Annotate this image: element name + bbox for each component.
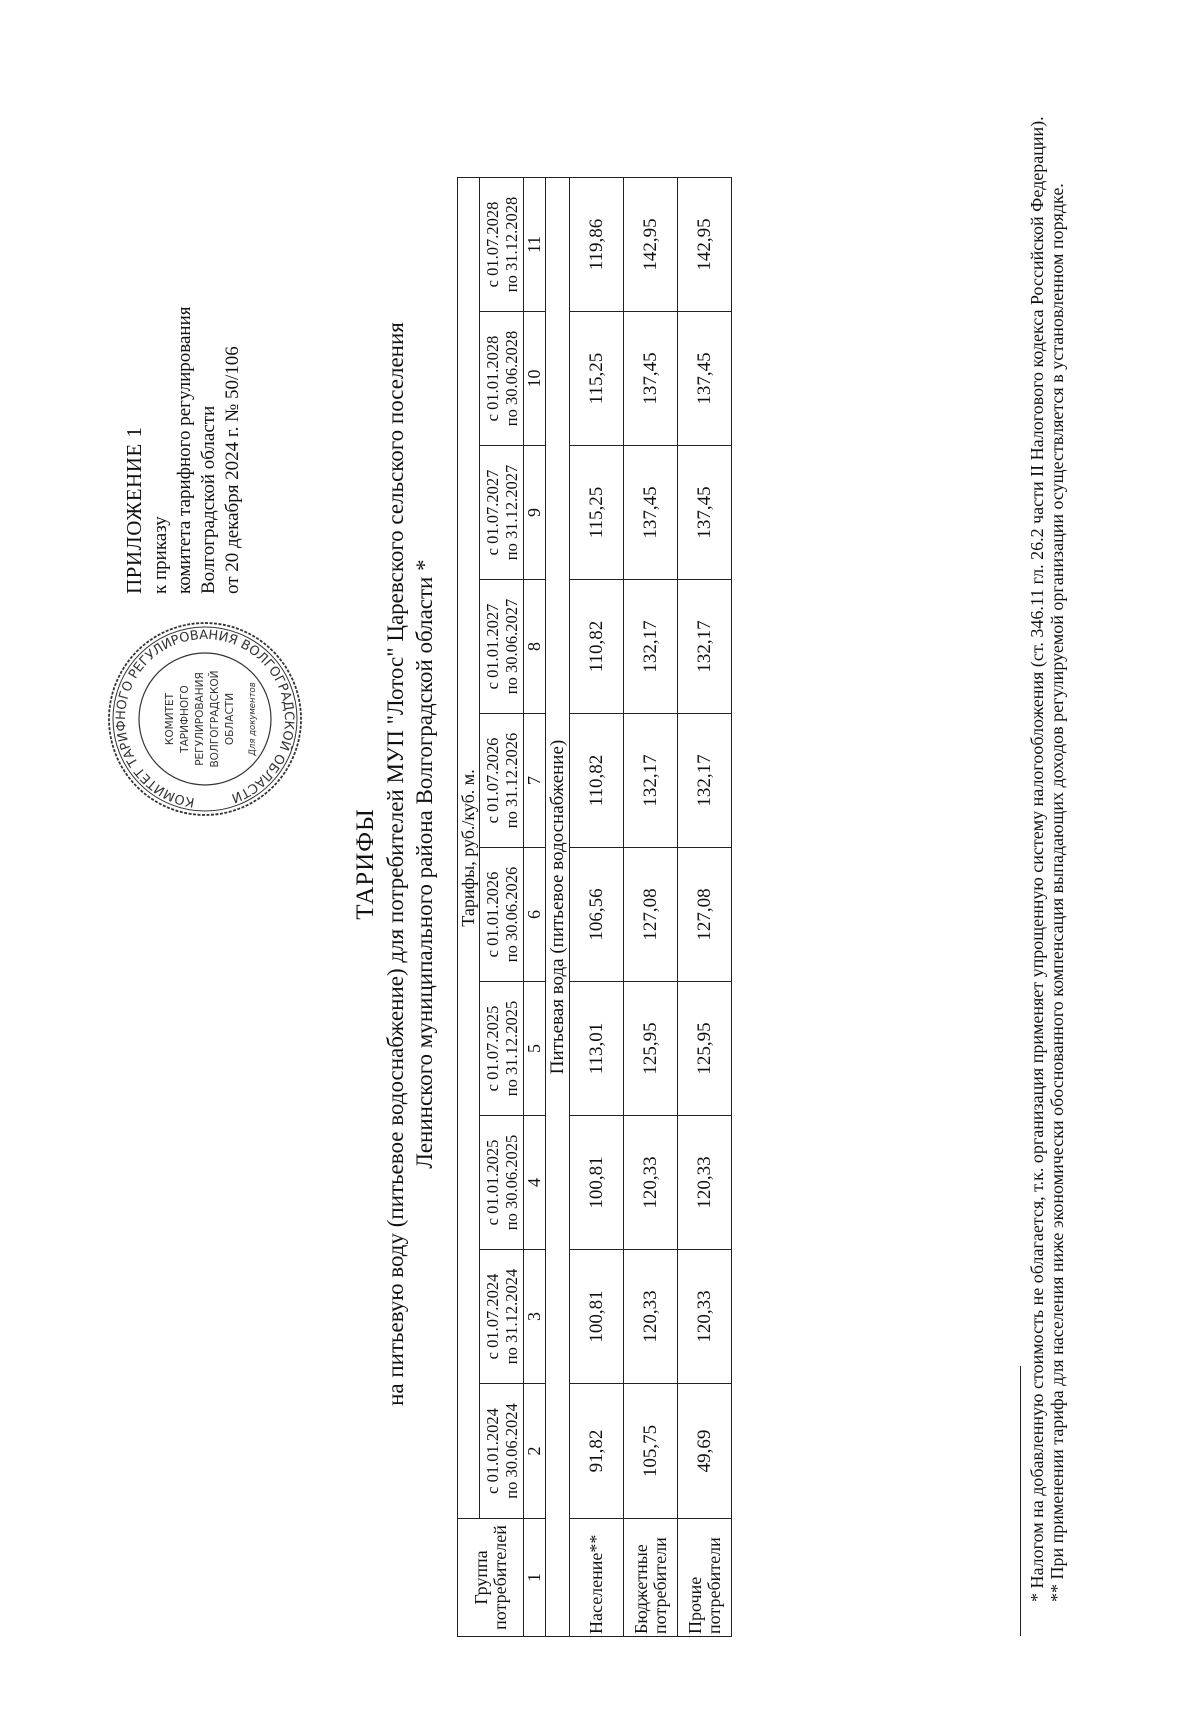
table-row (678, 178, 732, 1637)
group-name: Бюджетные потребители (624, 1519, 678, 1637)
tariff-value: 105,75 (624, 1384, 678, 1519)
appendix-block (122, 154, 245, 594)
period-cell: с 01.01.2027 по 30.06.2027 (480, 580, 524, 714)
appendix-date-line: от 20 декабря 2024 г. № 50/106 (222, 346, 243, 594)
tariff-value: 115,25 (570, 446, 624, 580)
column-number: 1 (524, 1519, 546, 1637)
tariff-value: 137,45 (624, 446, 678, 580)
tariff-value: 132,17 (678, 714, 732, 848)
stamp-inner-line: ВОЛГОГРАДСКОЙ (209, 670, 221, 768)
group-name: Прочие потребители (678, 1519, 732, 1637)
column-number: 7 (524, 714, 546, 848)
tariff-value: 49,69 (678, 1384, 732, 1519)
period-cell: с 01.07.2027 по 31.12.2027 (480, 446, 524, 580)
tariff-value: 137,45 (678, 446, 732, 580)
official-stamp (105, 619, 305, 819)
stamp-inner-line: РЕГУЛИРОВАНИЯ (194, 672, 206, 766)
appendix-title: ПРИЛОЖЕНИЕ 1 (122, 426, 146, 594)
tariff-value: 132,17 (678, 580, 732, 714)
appendix-line: Волгоградской области (198, 405, 219, 594)
doc-title: ТАРИФЫ (352, 808, 379, 920)
tariffs-header: Тарифы, руб./куб. м. (458, 178, 480, 1519)
tariff-value: 120,33 (624, 1250, 678, 1384)
period-cell: с 01.01.2026 по 30.06.2026 (480, 848, 524, 982)
footnote-population: ** При применении тарифа для населения ниже экономически обоснованного компенсация выпадающих доходов регулируемой организации осуществляется в установленном порядке. (1047, 183, 1067, 1602)
tariff-value: 125,95 (678, 982, 732, 1116)
period-cell: с 01.01.2025 по 30.06.2025 (480, 1116, 524, 1250)
column-number: 10 (524, 312, 546, 446)
tariff-value: 132,17 (624, 714, 678, 848)
tariff-table (457, 177, 732, 1637)
tariff-value: 127,08 (624, 848, 678, 982)
tariff-value: 106,56 (570, 848, 624, 982)
doc-subtitle-line: Ленинского муниципального района Волгоградской области * (412, 559, 437, 1169)
table-row (624, 178, 678, 1637)
footnote-rule (1020, 1366, 1021, 1636)
tariff-value: 120,33 (678, 1250, 732, 1384)
column-number: 6 (524, 848, 546, 982)
tariff-value: 142,95 (624, 178, 678, 312)
footnote-vat: * Налогом на добавленную стоимость не облагается, т.к. организация применяет упрощенную систему налогообложения (ст. 346.11 гл. 26.2 части II Налогового кодекса Российской Федерации). (1027, 116, 1047, 1602)
period-cell: с 01.07.2026 по 31.12.2026 (480, 714, 524, 848)
header-row (458, 178, 480, 1637)
group-name: Население** (570, 1519, 624, 1637)
tariff-value: 142,95 (678, 178, 732, 312)
footnotes (1020, 76, 1067, 1636)
stamp-inner-line: ОБЛАСТИ (224, 692, 236, 746)
tariff-value: 127,08 (678, 848, 732, 982)
tariff-value: 100,81 (570, 1250, 624, 1384)
table-row (570, 178, 624, 1637)
column-number: 2 (524, 1384, 546, 1519)
tariff-value: 110,82 (570, 580, 624, 714)
stamp-purpose: Для документов (248, 682, 258, 756)
period-cell: с 01.07.2024 по 31.12.2024 (480, 1250, 524, 1384)
column-number: 5 (524, 982, 546, 1116)
column-number-row (524, 178, 546, 1637)
section-title: Питьевая вода (питьевое водоснабжение) (546, 178, 570, 1637)
period-cell: с 01.01.2028 по 30.06.2028 (480, 312, 524, 446)
period-cell: с 01.01.2024 по 30.06.2024 (480, 1384, 524, 1519)
section-row (546, 178, 570, 1637)
column-number: 11 (524, 178, 546, 312)
column-number: 9 (524, 446, 546, 580)
column-number: 4 (524, 1116, 546, 1250)
tariff-value: 100,81 (570, 1116, 624, 1250)
tariff-value: 115,25 (570, 312, 624, 446)
tariff-value: 113,01 (570, 982, 624, 1116)
period-cell: с 01.07.2028 по 31.12.2028 (480, 178, 524, 312)
tariff-value: 91,82 (570, 1384, 624, 1519)
tariff-value: 110,82 (570, 714, 624, 848)
appendix-line: к приказу (150, 516, 171, 594)
tariff-value: 137,45 (678, 312, 732, 446)
tariff-value: 120,33 (624, 1116, 678, 1250)
stamp-inner-line: КОМИТЕТ (164, 692, 176, 746)
tariff-value: 119,86 (570, 178, 624, 312)
tariff-value: 132,17 (624, 580, 678, 714)
tariff-value: 137,45 (624, 312, 678, 446)
column-number: 8 (524, 580, 546, 714)
doc-subtitle-line: на питьевую воду (питьевое водоснабжение) для потребителей МУП "Лотос" Царевского сельского поселения (383, 322, 408, 1406)
tariff-value: 125,95 (624, 982, 678, 1116)
period-row (480, 178, 524, 1637)
period-cell: с 01.07.2025 по 31.12.2025 (480, 982, 524, 1116)
group-header: Группа потребителей (458, 1519, 524, 1637)
column-number: 3 (524, 1250, 546, 1384)
stamp-arc-text: КОМИТЕТ ТАРИФНОГО РЕГУЛИРОВАНИЯ ВОЛГОГРАДСКОЙ ОБЛАСТИ (113, 627, 297, 810)
stamp-inner-line: ТАРИФНОГО (179, 685, 191, 753)
tariff-value: 120,33 (678, 1116, 732, 1250)
appendix-line: комитета тарифного регулирования (174, 306, 195, 594)
